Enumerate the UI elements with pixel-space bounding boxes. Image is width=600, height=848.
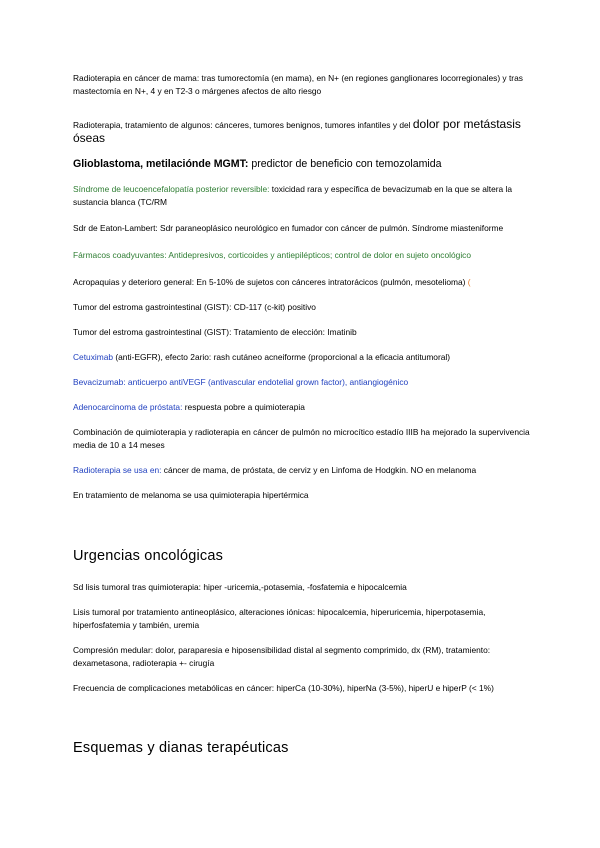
- urgencia-lisis-antineoplasico: Lisis tumoral por tratamiento antineoplásico, alteraciones iónicas: hipocalcemia, hiperuricemia, hiperpotasemia, hiperfosfatemia y también, uremia: [73, 607, 486, 630]
- urgencia-lisis-tumoral: Sd lisis tumoral tras quimioterapia: hiper -uricemia,-potasemia, -fosfatemia e hipocalcemia: [73, 582, 407, 592]
- urgencia-complicaciones-metabolicas: Frecuencia de complicaciones metabólicas en cáncer: hiperCa (10-30%), hiperNa (3-5%), hiperU e hiperP (< 1%): [73, 683, 494, 693]
- note-cetuximab: Cetuximab (anti-EGFR), efecto 2ario: rash cutáneo acneiforme (proporcional a la eficacia antitumoral): [73, 352, 451, 362]
- note-gist-imatinib: Tumor del estroma gastrointestinal (GIST): Tratamiento de elección: Imatinib: [73, 327, 357, 337]
- note-farmacos-coadyuvantes: Fármacos coadyuvantes: Antidepresivos, corticoides y antiepilépticos; control de dolor en sujeto oncológico: [73, 250, 472, 260]
- note-radioterapia-mama: Radioterapia en cáncer de mama: tras tumorectomía (en mama), en N+ (en regiones ganglionares locorregionales) y tras mastectomía en N+, 4 y en T2-3 o márgenes afectos de alto riesgo: [73, 73, 523, 96]
- note-eaton-lambert: Sdr de Eaton-Lambert: Sdr paraneoplásico neurológico en fumador con cáncer de pulmón. Síndrome miasteniforme: [73, 223, 504, 233]
- note-gist-cd117: Tumor del estroma gastrointestinal (GIST): CD-117 (c-kit) positivo: [73, 302, 316, 312]
- note-leucoencefalopatia: Síndrome de leucoencefalopatía posterior reversible: toxicidad rara y específica de bevacizumab en la que se altera la sustancia blanca (TC/RM: [73, 184, 513, 207]
- section-title-urgencias: Urgencias oncológicas: [73, 548, 224, 564]
- note-combinacion-qt-rt: Combinación de quimioterapia y radioterapia en cáncer de pulmón no microcítico estadío IIIB ha mejorado la supervivencia media de 10 a 14 meses: [73, 427, 530, 450]
- note-bevacizumab: Bevacizumab: anticuerpo antiVEGF (antivascular endotelial grown factor), antiangiogénico: [73, 377, 409, 387]
- note-radioterapia-tratamiento: Radioterapia, tratamiento de algunos: cánceres, tumores benignos, tumores infantiles y del dolor por metástasis óseas: [73, 117, 521, 145]
- note-adenocarcinoma-prostata: Adenocarcinoma de próstata: respuesta pobre a quimioterapia: [73, 402, 305, 412]
- document-content: [73, 72, 533, 757]
- note-melanoma: En tratamiento de melanoma se usa quimioterapia hipertérmica: [73, 490, 309, 500]
- note-radioterapia-usos: Radioterapia se usa en: cáncer de mama, de próstata, de cerviz y en Linfoma de Hodgkin. NO en melanoma: [73, 465, 477, 475]
- note-glioblastoma: Glioblastoma, metilaciónde MGMT: predictor de beneficio con temozolamida: [73, 158, 442, 170]
- section-title-esquemas: Esquemas y dianas terapéuticas: [73, 740, 289, 756]
- urgencia-compresion-medular: Compresión medular: dolor, paraparesia e hiposensibilidad distal al segmento comprimido, dx (RM), tratamiento: dexametasona, radioterapia +- cirugía: [73, 645, 491, 668]
- highlight-dolor: dolor por metástasis óseas: [73, 117, 521, 145]
- note-acropaquias: Acropaquias y deterioro general: En 5-10% de sujetos con cánceres intratorácicos (pulmón, mesotelioma) (: [73, 277, 471, 287]
